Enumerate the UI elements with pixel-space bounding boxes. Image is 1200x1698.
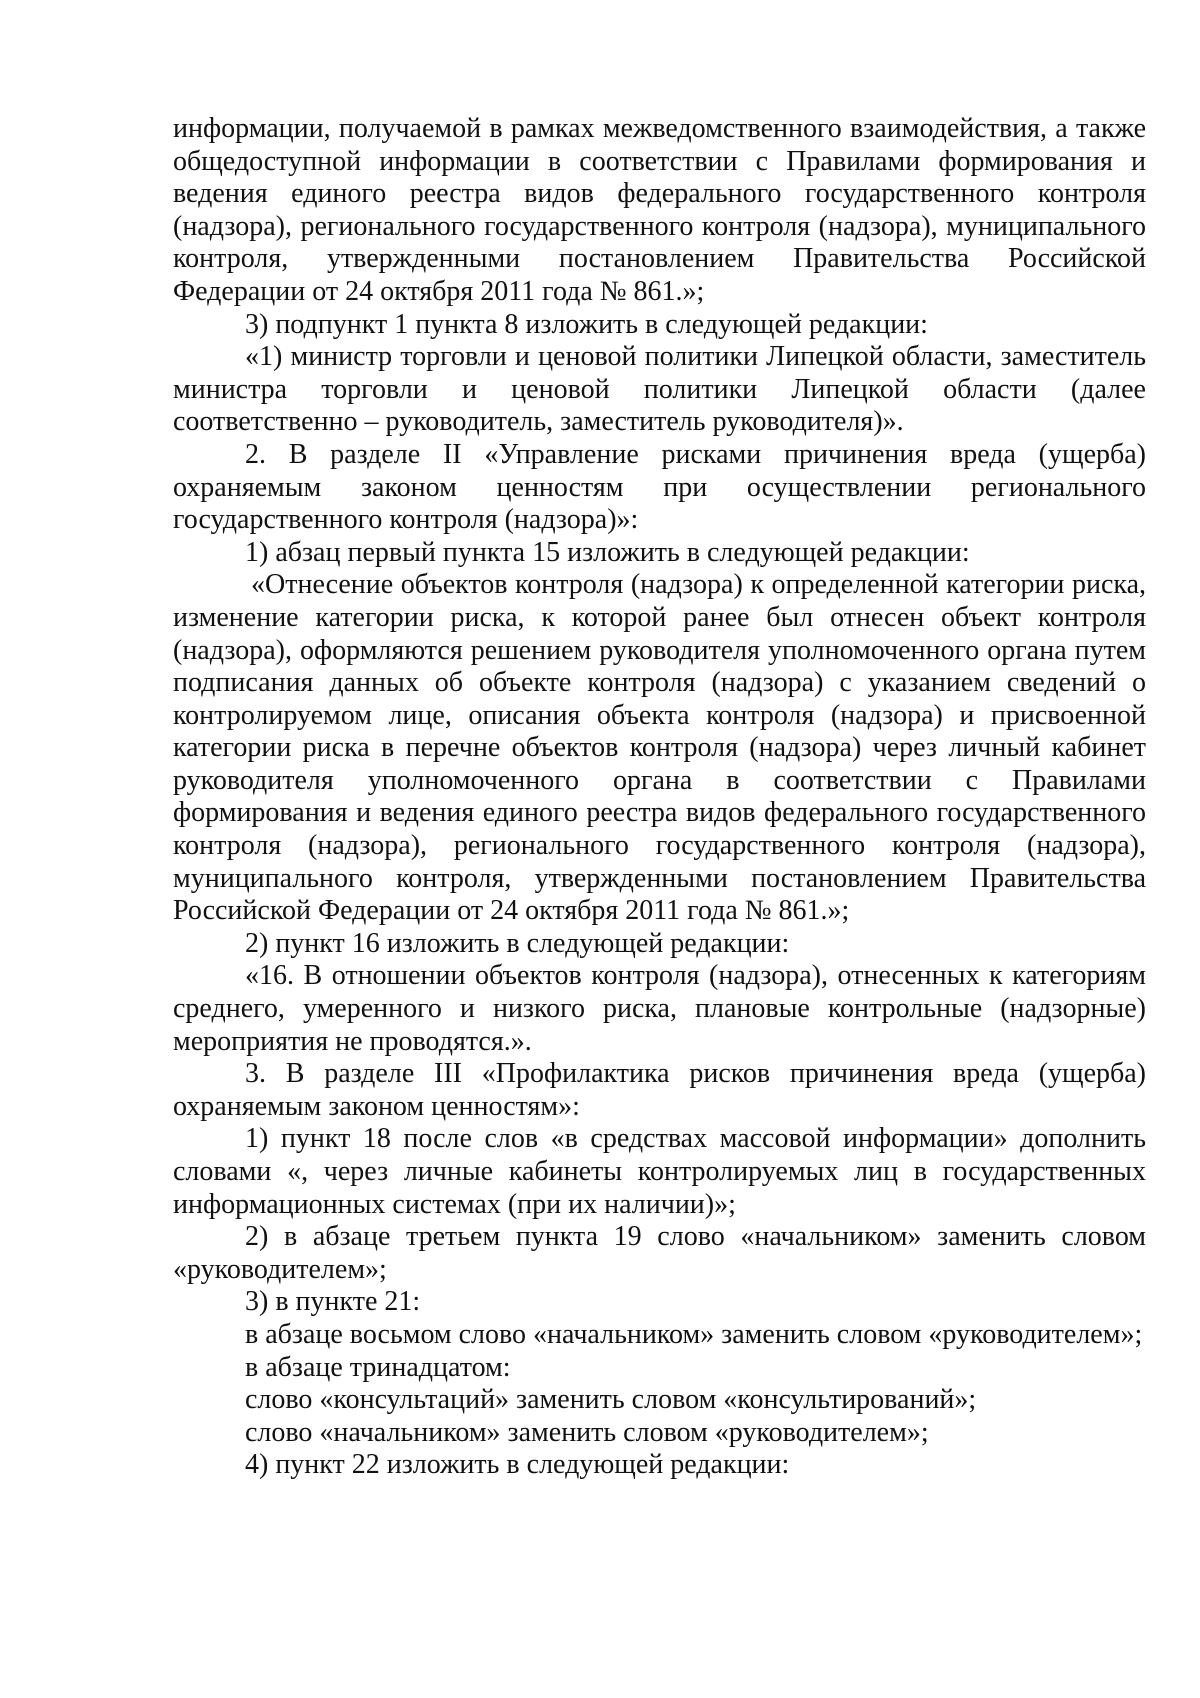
paragraph-1: информации, получаемой в рамках межведомственного взаимодействия, а также общедоступной информации в соответствии с Правилами формирования и ведения единого реестра видов федерального государственного контроля (надзора), регионального государственного контроля (надзора), муниципального контроля, утвержденными постановлением Правительства Российской Федерации от 24 октября 2011 года № 861.»;: [173, 113, 1146, 307]
paragraph-7: 2) пункт 16 изложить в следующей редакции:: [245, 927, 790, 959]
paragraph-5: 1) абзац первый пункта 15 изложить в следующей редакции:: [245, 536, 970, 568]
paragraph-3: «1) министр торговли и ценовой политики Липецкой области, заместитель министра торговли и ценовой политики Липецкой области (далее соответственно – руководитель, заместитель руководителя)».: [173, 341, 1146, 438]
paragraph-9: 3. В разделе III «Профилактика рисков причинения вреда (ущерба) охраняемым законом ценностям»:: [173, 1058, 1146, 1122]
paragraph-13: в абзаце восьмом слово «начальником» заменить словом «руководителем»;: [245, 1318, 1143, 1350]
document-body: [173, 113, 1146, 1482]
paragraph-15: слово «консультаций» заменить словом «консультирований»;: [245, 1384, 977, 1416]
paragraph-16: слово «начальником» заменить словом «руководителем»;: [245, 1416, 929, 1448]
paragraph-17: 4) пункт 22 изложить в следующей редакции:: [245, 1449, 790, 1481]
paragraph-11: 2) в абзаце третьем пункта 19 слово «начальником» заменить словом «руководителем»;: [173, 1221, 1146, 1285]
paragraph-6: «Отнесение объектов контроля (надзора) к определенной категории риска, изменение категории риска, к которой ранее был отнесен объект контроля (надзора), оформляются решением руководителя уполномоченного органа путем подписания данных об объекте контроля (надзора) с указанием сведений о контролируемом лице, описания объекта контроля (надзора) и присвоенной категории риска в перечне объектов контроля (надзора) через личный кабинет руководителя уполномоченного органа в соответствии с Правилами формирования и ведения единого реестра видов федерального государственного контроля (надзора), регионального государственного контроля (надзора), муниципального контроля, утвержденными постановлением Правительства Российской Федерации от 24 октября 2011 года № 861.»;: [173, 569, 1146, 927]
paragraph-10: 1) пункт 18 после слов «в средствах массовой информации» дополнить словами «, через личные кабинеты контролируемых лиц в государственных информационных системах (при их наличии)»;: [173, 1123, 1146, 1220]
paragraph-4: 2. В разделе II «Управление рисками причинения вреда (ущерба) охраняемым законом ценностям при осуществлении регионального государственного контроля (надзора)»:: [173, 438, 1146, 536]
paragraph-2: 3) подпункт 1 пункта 8 изложить в следующей редакции:: [245, 308, 928, 340]
paragraph-8: «16. В отношении объектов контроля (надзора), отнесенных к категориям среднего, умеренного и низкого риска, плановые контрольные (надзорные) мероприятия не проводятся.».: [173, 960, 1146, 1057]
paragraph-12: 3) в пункте 21:: [245, 1286, 421, 1318]
paragraph-14: в абзаце тринадцатом:: [245, 1351, 511, 1383]
